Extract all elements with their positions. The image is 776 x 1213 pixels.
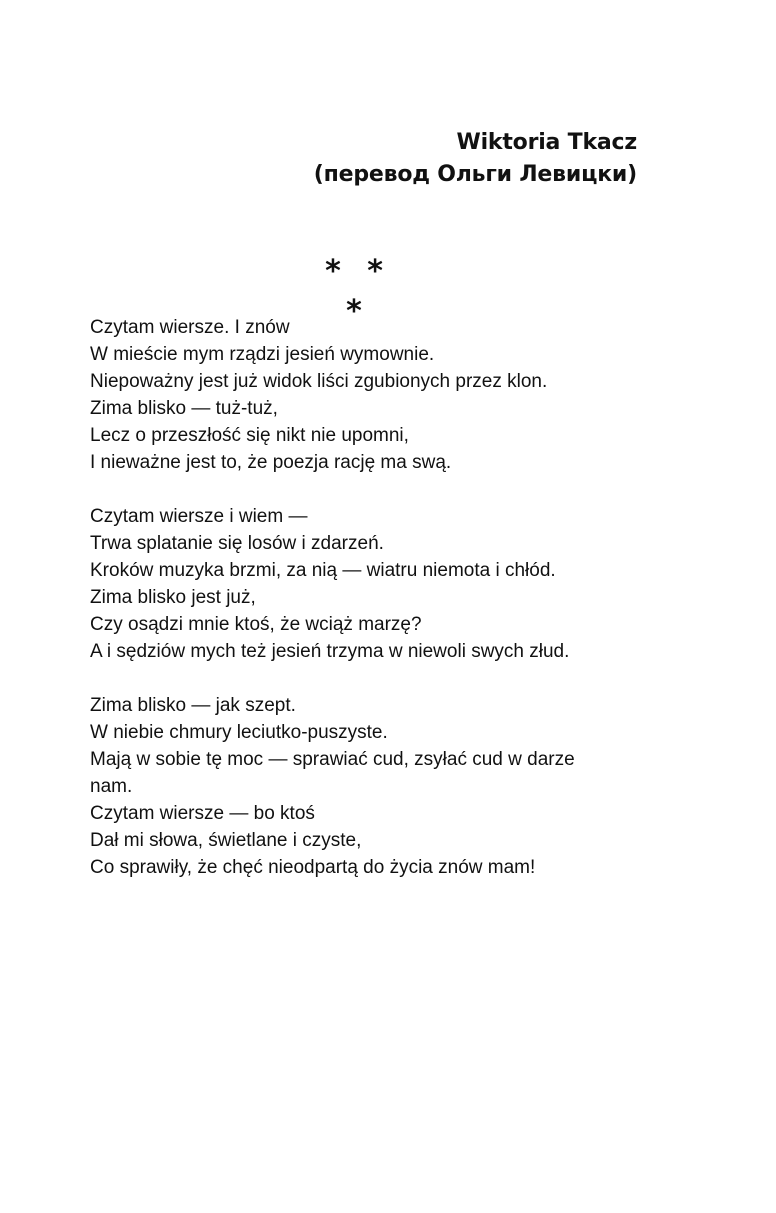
poem-line: Zima blisko jest już, (90, 587, 256, 608)
poem-line: Lecz o przeszłość się nikt nie upomni, (90, 425, 409, 446)
poem-line: I nieważne jest to, że poezja rację ma swą. (90, 452, 452, 473)
poem-line: Czy osądzi mnie ktoś, że wciąż marzę? (90, 614, 422, 635)
poem-line: Co sprawiły, że chęć nieodpartą do życia znów mam! (90, 857, 536, 878)
translation-credit: (перевод Ольги Левицки) (313, 162, 637, 187)
poem-line: Czytam wiersze — bo ktoś (90, 803, 315, 824)
poem-line: Mają w sobie tę moc — sprawiać cud, zsyłać cud w darze (90, 749, 575, 770)
poem-line: Zima blisko — jak szept. (90, 695, 296, 716)
asterism-separator: * * * (325, 254, 391, 329)
poem-line: Czytam wiersze i wiem — (90, 506, 308, 527)
poem-line: Trwa splatanie się losów i zdarzeń. (90, 533, 384, 554)
poem-line: Dał mi słowa, świetlane i czyste, (90, 830, 362, 851)
stanza-1 (90, 314, 650, 476)
poem-line: Niepoważny jest już widok liści zgubionych przez klon. (90, 371, 548, 392)
author-name: Wiktoria Tkacz (456, 130, 637, 155)
poem-body (90, 314, 650, 908)
stanza-2 (90, 503, 650, 665)
poem-line: A i sędziów mych też jesień trzyma w niewoli swych złud. (90, 641, 570, 662)
poem-line: W niebie chmury leciutko-puszyste. (90, 722, 388, 743)
poem-line: nam. (90, 776, 133, 797)
poem-line: Kroków muzyka brzmi, za nią — wiatru niemota i chłód. (90, 560, 556, 581)
poem-line: W mieście mym rządzi jesień wymownie. (90, 344, 435, 365)
poem-line: Zima blisko — tuż-tuż, (90, 398, 278, 419)
stanza-3 (90, 692, 650, 881)
poem-header (314, 127, 637, 191)
poem-line: Czytam wiersze. I znów (90, 317, 290, 338)
